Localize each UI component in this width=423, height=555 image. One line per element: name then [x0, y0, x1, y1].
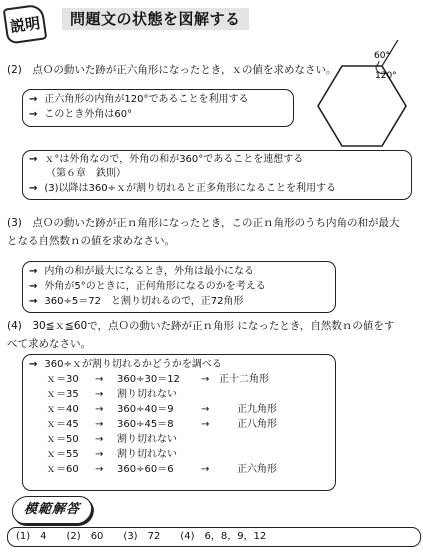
calc-result: 正六角形	[237, 464, 277, 475]
hint-line: → 内角の和が最大になるとき，外角は最小になる	[29, 266, 254, 277]
question-4-line1: (4) 30≦ｘ≦60で，点Ｏの動いた跡が正ｎ角形 になったとき，自然数ｎの値をす	[7, 320, 395, 332]
model-answer-badge: 模範解答	[11, 496, 94, 524]
calc-row: ｘ＝40	[46, 404, 79, 415]
hexagon-diagram	[300, 40, 420, 152]
question-4-line2: べて求めなさい。	[7, 338, 91, 350]
calc-value: 割り切れない	[117, 434, 177, 445]
calc-row: ｘ＝60	[46, 464, 79, 475]
calc-result: 正八角形	[237, 419, 277, 430]
calc-result: 正十二角形	[219, 374, 269, 385]
calc-result: 正九角形	[237, 404, 277, 415]
calc-row: ｘ＝55	[46, 449, 79, 460]
calc-box-4	[22, 354, 336, 491]
calc-arrow: →	[95, 389, 104, 400]
calc-row: ｘ＝45	[46, 419, 79, 430]
hint-line: → (3)以降は360÷ｘが割り切れると正多角形になることを利用する	[29, 183, 337, 194]
hint-line: → 正六角形の内角が120°であることを利用する	[29, 94, 249, 105]
calc-arrow: →	[95, 434, 104, 445]
hint-line: → 外角が5°のときに，正何角形になるのかを考える	[29, 281, 266, 292]
calc-arrow: →	[201, 464, 210, 475]
hint-line: → ｘ°は外角なので，外角の和が360°であることを連想する	[29, 154, 304, 165]
calc-arrow: →	[95, 404, 104, 415]
calc-value: 360÷60＝6	[117, 464, 174, 475]
calc-value: 360÷30＝12	[117, 374, 180, 385]
calc-value: 360÷45＝8	[117, 419, 174, 430]
calc-intro: → 360÷ｘが割り切れるかどうかを調べる	[29, 359, 222, 370]
hint-line: （第６章 鉄則）	[46, 168, 126, 179]
question-2: (2) 点Ｏの動いた跡が正六角形になったとき，ｘの値を求めなさい。	[7, 64, 337, 76]
calc-arrow: →	[95, 419, 104, 430]
page-title: 問題文の状態を図解する	[62, 8, 249, 30]
calc-arrow: →	[95, 449, 104, 460]
calc-arrow: →	[95, 464, 104, 475]
outer-angle-label: 60°	[374, 51, 390, 61]
calc-arrow: →	[201, 374, 210, 385]
calc-value: 割り切れない	[117, 389, 177, 400]
calc-row: ｘ＝30	[46, 374, 79, 385]
question-3-line2: となる自然数ｎの値を求めなさい。	[7, 235, 175, 247]
calc-arrow: →	[201, 419, 210, 430]
hint-box-2a	[22, 89, 294, 127]
calc-arrow: →	[95, 374, 104, 385]
hint-line: → このとき外角は60°	[29, 109, 133, 120]
calc-row: ｘ＝35	[46, 389, 79, 400]
model-answer-box: (1) 4 (2) 60 (3) 72 (4) 6，8，9，12	[7, 527, 421, 547]
inner-angle-label: 120°	[375, 71, 397, 81]
question-3-line1: (3) 点Ｏの動いた跡が正ｎ角形になったとき，この正ｎ角形のうち内角の和が最大	[7, 217, 400, 229]
calc-row: ｘ＝50	[46, 434, 79, 445]
hint-box-2b	[22, 150, 412, 200]
hint-line: → 360÷5＝72 と割り切れるので，正72角形	[29, 296, 244, 307]
calc-value: 割り切れない	[117, 449, 177, 460]
hint-box-3	[22, 261, 336, 313]
calc-value: 360÷40＝9	[117, 404, 174, 415]
section-badge: 説明	[3, 3, 48, 44]
calc-arrow: →	[201, 404, 210, 415]
